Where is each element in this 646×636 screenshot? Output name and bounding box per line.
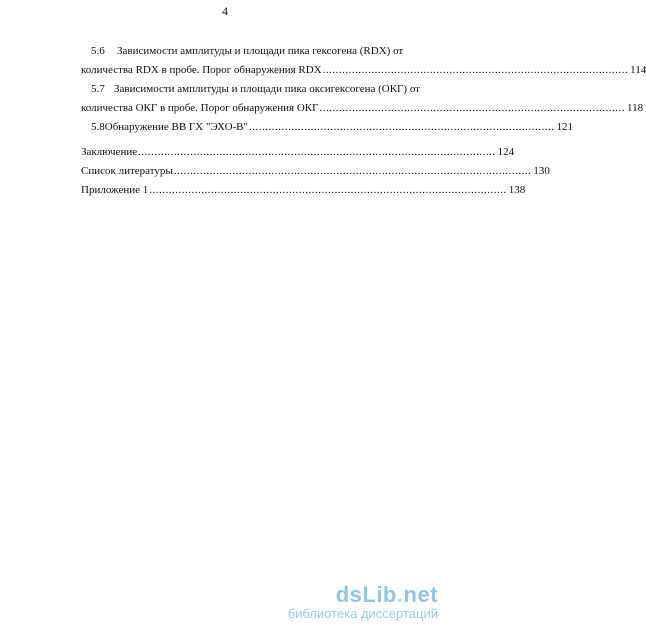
toc-entry-page: 118 bbox=[626, 102, 644, 114]
dot-leader: .............................................................................................. bbox=[319, 102, 625, 114]
logo-part-dot: . bbox=[396, 582, 404, 607]
toc-entry-page: 138 bbox=[508, 184, 526, 196]
dot-leader: .............................................................................................................. bbox=[138, 146, 496, 158]
toc-entry-page: 124 bbox=[497, 146, 515, 158]
toc-entry-title-continued: количества RDX в пробе. Порог обнаружения RDX bbox=[81, 64, 322, 76]
toc-entry-page: 114 bbox=[630, 64, 646, 76]
logo-part-net: net bbox=[403, 582, 438, 607]
dot-leader: .............................................................................................................. bbox=[173, 165, 532, 177]
toc-entry-5-7[interactable] bbox=[81, 80, 644, 118]
toc-entry-title: Заключение bbox=[81, 146, 138, 158]
toc-entry-title: Зависимости амплитуды и площади пика оксигексогена (ОКГ) от bbox=[114, 83, 420, 95]
toc-entry-title: Обнаружение ВВ ГХ "ЭХО-В" bbox=[104, 121, 249, 133]
toc-entry-title: Список литературы bbox=[81, 165, 173, 177]
watermark-subtitle: библиотека диссертаций bbox=[287, 606, 438, 621]
dot-leader: .............................................................................................................. bbox=[149, 184, 507, 196]
toc-entry-title: Зависимости амплитуды и площади пика гексогена (RDX) от bbox=[117, 45, 404, 57]
toc-entry-page: 121 bbox=[556, 121, 574, 133]
toc-entry-appendix-1[interactable] bbox=[81, 181, 526, 200]
toc-entry-number: 5.6 bbox=[91, 45, 105, 57]
toc-entry-title: Приложение 1 bbox=[81, 184, 149, 196]
dot-leader: .............................................................................................. bbox=[249, 121, 555, 133]
toc-entry-bibliography[interactable] bbox=[81, 162, 550, 181]
dslib-watermark bbox=[288, 584, 438, 622]
page-number: 4 bbox=[222, 4, 228, 18]
toc-entry-page: 130 bbox=[533, 165, 550, 177]
toc-entry-number: 5.8 bbox=[91, 121, 105, 133]
logo-part-lib: Lib bbox=[362, 582, 397, 607]
table-of-contents bbox=[81, 42, 646, 200]
logo-part-ds: ds bbox=[335, 582, 363, 607]
toc-entry-title-continued: количества ОКГ в пробе. Порог обнаружения ОКГ bbox=[81, 102, 319, 114]
toc-entry-number: 5.7 bbox=[91, 83, 105, 95]
toc-entry-conclusion[interactable] bbox=[81, 143, 515, 162]
dslib-logo bbox=[288, 584, 438, 606]
toc-entry-5-6[interactable] bbox=[81, 42, 646, 80]
dot-leader: .............................................................................................. bbox=[322, 64, 629, 76]
toc-entry-5-8[interactable] bbox=[81, 118, 574, 137]
